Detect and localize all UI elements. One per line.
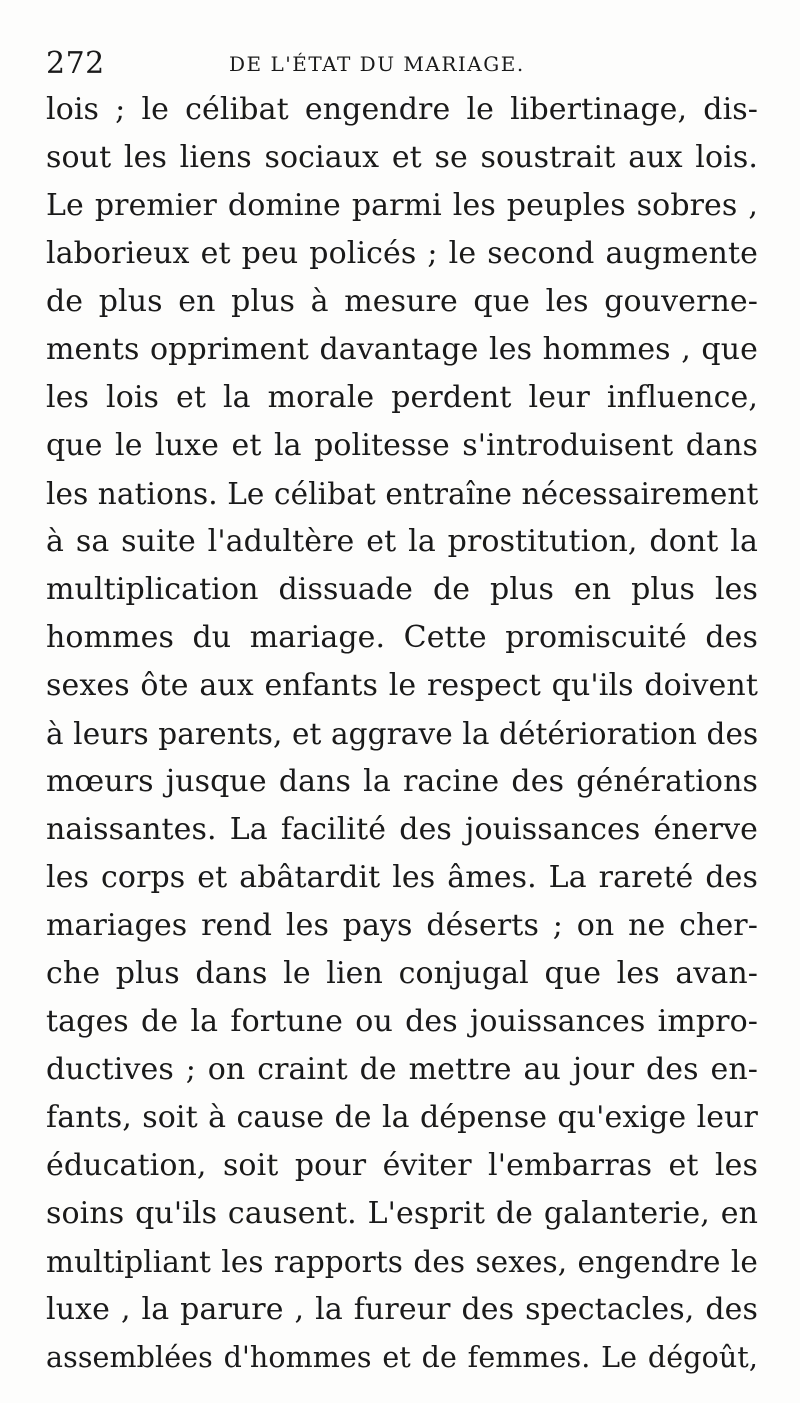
text-line: assemblées d'hommes et de femmes. Le dégoût,	[46, 1341, 758, 1374]
text-line: mariages rend les pays déserts ; on ne cher-	[46, 908, 758, 943]
text-line: ments oppriment davantage les hommes , que	[46, 332, 758, 367]
text-line: Le premier domine parmi les peuples sobres ,	[46, 188, 758, 223]
page-number: 272	[46, 46, 105, 81]
text-line: naissantes. La facilité des jouissances énerve	[46, 812, 758, 847]
text-line: tages de la fortune ou des jouissances impro-	[46, 1004, 758, 1039]
text-line: sout les liens sociaux et se soustrait aux lois.	[46, 140, 758, 175]
text-line: hommes du mariage. Cette promiscuité des	[46, 620, 758, 655]
text-line: sexes ôte aux enfants le respect qu'ils doivent	[46, 668, 758, 703]
text-line: de plus en plus à mesure que les gouverne-	[46, 284, 758, 319]
text-line: laborieux et peu policés ; le second augmente	[46, 236, 758, 271]
text-line: ductives ; on craint de mettre au jour des en-	[46, 1052, 758, 1087]
text-line: éducation, soit pour éviter l'embarras et les	[46, 1148, 758, 1183]
text-line: à sa suite l'adultère et la prostitution, dont la	[46, 524, 758, 559]
text-line: mœurs jusque dans la racine des générations	[46, 764, 758, 799]
body-text	[46, 86, 758, 1382]
text-line: multipliant les rapports des sexes, engendre le	[46, 1245, 758, 1279]
running-title: DE L'ÉTAT DU MARIAGE.	[229, 52, 525, 76]
text-line: soins qu'ils causent. L'esprit de galanterie, en	[46, 1196, 758, 1231]
text-line: que le luxe et la politesse s'introduisent dans	[46, 428, 758, 463]
text-line: les corps et abâtardit les âmes. La rareté des	[46, 860, 758, 895]
text-line: fants, soit à cause de la dépense qu'exige leur	[46, 1100, 758, 1135]
text-line: multiplication dissuade de plus en plus les	[46, 572, 758, 607]
text-line: à leurs parents, et aggrave la détérioration des	[46, 717, 759, 751]
text-line: luxe , la parure , la fureur des spectacles, des	[46, 1292, 758, 1327]
running-head	[46, 44, 758, 84]
text-line: lois ; le célibat engendre le libertinage, dis-	[46, 92, 758, 127]
text-line: che plus dans le lien conjugal que les avan-	[46, 956, 758, 991]
text-line: les lois et la morale perdent leur influence,	[46, 380, 758, 415]
text-line: les nations. Le célibat entraîne nécessairement	[46, 477, 759, 511]
